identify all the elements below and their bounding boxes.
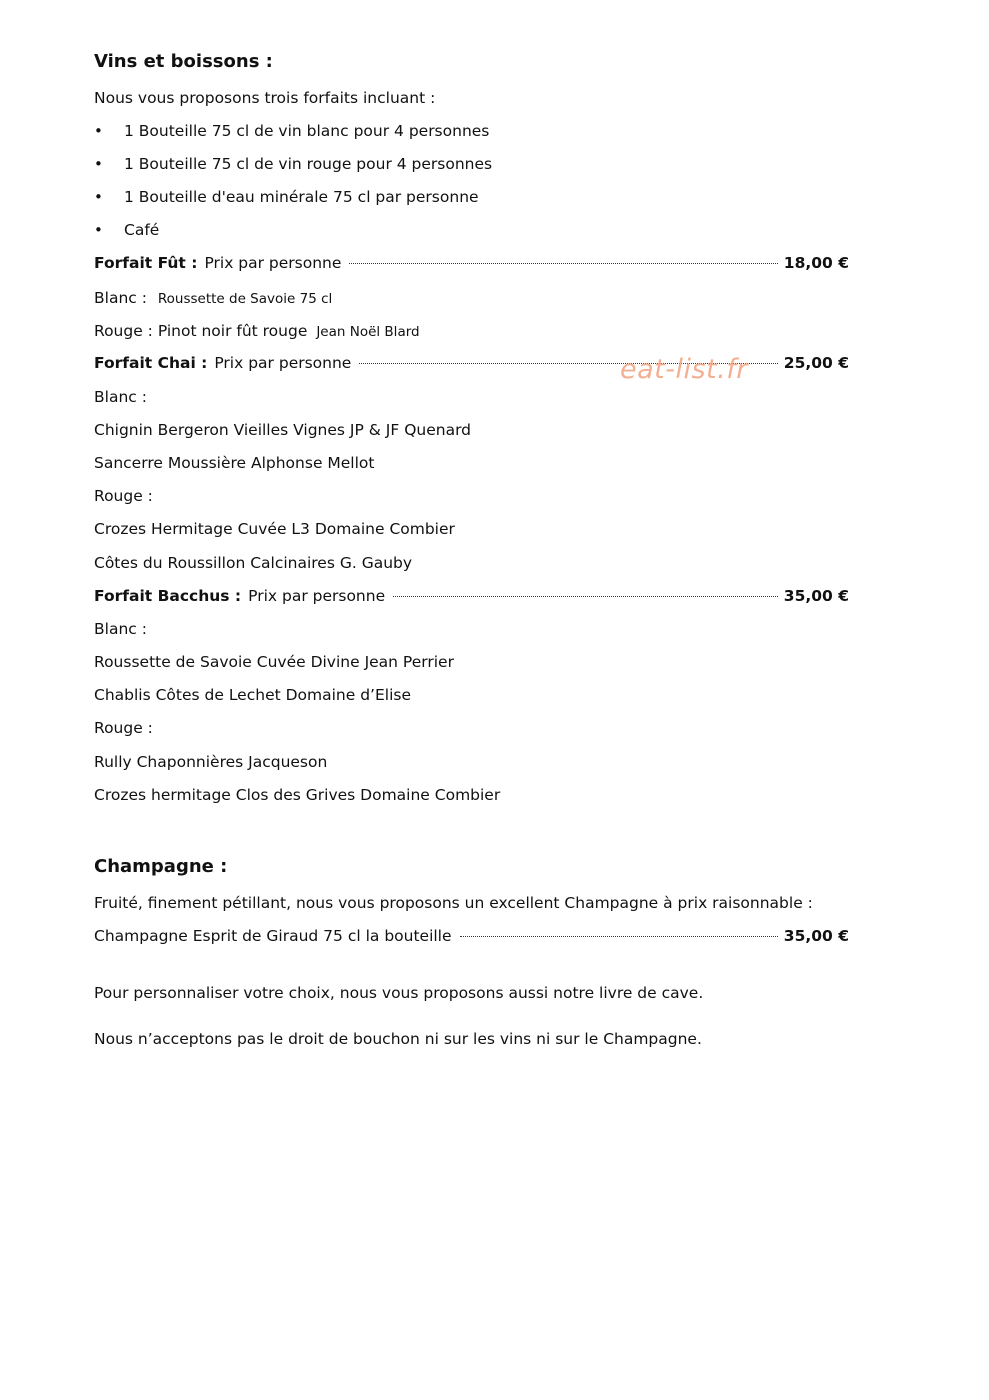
rouge-label: Rouge : Pinot noir fût rouge: [94, 322, 308, 340]
wine-item: Crozes hermitage Clos des Grives Domaine Combier: [94, 786, 501, 804]
rouge-producer: Jean Noël Blard: [316, 324, 420, 340]
bullet-icon: •: [94, 188, 103, 206]
forfait-chai-price: 25,00 €: [783, 354, 849, 372]
bullet-icon: •: [94, 155, 103, 173]
forfait-bacchus-row: [94, 586, 849, 606]
footer-note-bouchon: Nous n’acceptons pas le droit de bouchon ni sur les vins ni sur le Champagne.: [94, 1030, 702, 1048]
champagne-item: Champagne Esprit de Giraud 75 cl la bouteille: [94, 927, 452, 945]
forfait-fut-desc: Prix par personne: [204, 254, 342, 272]
champagne-row: [94, 926, 849, 946]
forfait-fut-price: 18,00 €: [783, 254, 849, 272]
bullet-item: [94, 154, 492, 174]
wine-item: Chablis Côtes de Lechet Domaine d’Elise: [94, 686, 412, 704]
forfait-fut-name: Forfait Fût :: [94, 254, 198, 272]
forfait-fut-row: [94, 253, 849, 273]
forfait-fut-blanc: [94, 288, 332, 309]
wine-item: Chignin Bergeron Vieilles Vignes JP & JF Quenard: [94, 421, 472, 439]
bullet-icon: •: [94, 221, 103, 239]
forfait-bacchus-blanc-label: Blanc :: [94, 620, 147, 638]
dot-leader: [460, 936, 778, 937]
wine-item: Crozes Hermitage Cuvée L3 Domaine Combier: [94, 520, 455, 538]
bullet-item: [94, 187, 479, 207]
forfait-chai-blanc-label: Blanc :: [94, 388, 147, 406]
champagne-intro: Fruité, finement pétillant, nous vous proposons un excellent Champagne à prix raisonnable :: [94, 894, 813, 912]
forfait-fut-rouge: [94, 321, 420, 342]
forfait-chai-rouge-label: Rouge :: [94, 487, 153, 505]
wine-item: Côtes du Roussillon Calcinaires G. Gauby: [94, 554, 413, 572]
bullet-text: 1 Bouteille 75 cl de vin blanc pour 4 personnes: [124, 122, 490, 140]
bullet-item: [94, 220, 159, 240]
champagne-price: 35,00 €: [783, 927, 849, 945]
forfait-chai-desc: Prix par personne: [214, 354, 352, 372]
wines-heading: Vins et boissons :: [94, 51, 273, 72]
champagne-heading: Champagne :: [94, 856, 228, 877]
bullet-icon: •: [94, 122, 103, 140]
bullet-text: 1 Bouteille d'eau minérale 75 cl par personne: [124, 188, 479, 206]
forfait-bacchus-desc: Prix par personne: [248, 587, 386, 605]
forfait-chai-name: Forfait Chai :: [94, 354, 208, 372]
wines-intro: Nous vous proposons trois forfaits incluant :: [94, 89, 436, 107]
wine-item: Sancerre Moussière Alphonse Mellot: [94, 454, 375, 472]
forfait-bacchus-name: Forfait Bacchus :: [94, 587, 242, 605]
wine-item: Roussette de Savoie Cuvée Divine Jean Perrier: [94, 653, 454, 671]
blanc-wine: Roussette de Savoie 75 cl: [157, 291, 333, 307]
blanc-label: Blanc :: [94, 289, 147, 307]
dot-leader: [349, 263, 777, 264]
footer-note-cave: Pour personnaliser votre choix, nous vous proposons aussi notre livre de cave.: [94, 984, 704, 1002]
forfait-bacchus-price: 35,00 €: [783, 587, 849, 605]
dot-leader: [393, 596, 778, 597]
wine-item: Rully Chaponnières Jacqueson: [94, 753, 328, 771]
bullet-text: 1 Bouteille 75 cl de vin rouge pour 4 personnes: [124, 155, 493, 173]
watermark-logo: eat-list.fr: [620, 354, 748, 385]
bullet-text: Café: [124, 221, 160, 239]
forfait-bacchus-rouge-label: Rouge :: [94, 719, 153, 737]
bullet-item: [94, 121, 489, 141]
menu-page: [94, 0, 849, 1400]
